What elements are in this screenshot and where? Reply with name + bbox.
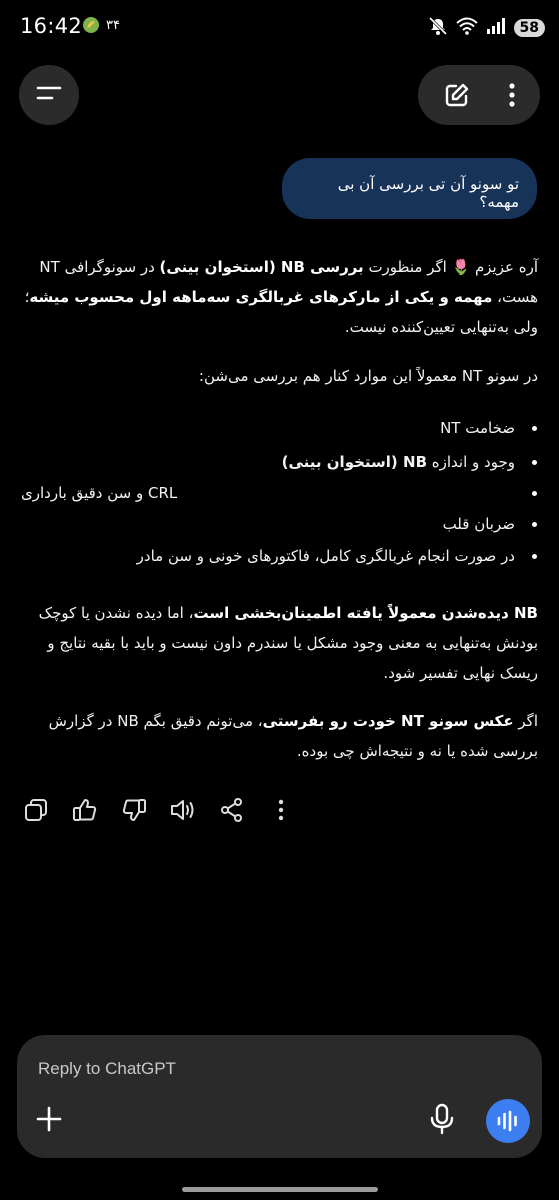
answer-paragraph-2: در سونو NT معمولاً این موارد کنار هم بررسی می‌شن:	[198, 367, 538, 385]
list-item-text: در صورت انجام غربالگری کامل، فاکتورهای خونی و سن مادر	[136, 547, 515, 565]
thumbs-down-icon	[121, 797, 147, 823]
notification-icons	[82, 16, 120, 34]
notification-badge: ۳۴	[106, 17, 120, 33]
status-time: 16:42	[20, 14, 83, 38]
answer-paragraph-3	[22, 598, 538, 688]
answer-text: در سونوگرافی NT هست،	[39, 258, 538, 306]
menu-icon	[36, 83, 62, 107]
plus-icon	[35, 1105, 63, 1133]
list-item	[21, 479, 537, 507]
more-vertical-icon	[277, 798, 285, 822]
share-icon	[219, 797, 245, 823]
list-item-text: و سن دقیق بارداری CRL	[21, 484, 178, 502]
copy-icon	[23, 797, 49, 823]
microphone-icon	[428, 1103, 456, 1135]
answer-text: ، اما دیده نشدن یا کوچک بودنش به‌تنهایی به معنی وجود مشکل یا سندرم داون نیست و باید با بقیه نتایج و ریسک نهایی تفسیر شود.	[38, 604, 538, 682]
edit-icon	[443, 81, 471, 109]
answer-text: ؛ ولی به‌تنهایی تعیین‌کننده نیست.	[24, 288, 538, 336]
dictation-button[interactable]	[428, 1103, 456, 1135]
new-chat-button[interactable]	[443, 81, 471, 109]
voice-mode-button[interactable]	[486, 1099, 530, 1143]
thumbs-down-button[interactable]	[120, 796, 148, 824]
answer-bold: NB دیده‌شدن معمولاً یافته اطمینان‌بخشی است	[193, 604, 538, 622]
answer-bold: مهمه و یکی از مارکرهای غربالگری سه‌ماهه اول محسوب میشه	[29, 288, 493, 306]
answer-text: ، می‌تونم دقیق بگم NB در گزارش بررسی شده یا نه و نتیجه‌اش چی بوده.	[48, 712, 538, 760]
more-vertical-icon	[508, 82, 516, 108]
answer-text: اگر	[513, 712, 538, 730]
list-item-bold: NB (استخوان بینی)	[281, 453, 428, 471]
thumbs-up-button[interactable]	[71, 796, 99, 824]
answer-paragraph-1	[22, 252, 538, 342]
menu-button[interactable]	[19, 65, 79, 125]
composer-input[interactable]: Reply to ChatGPT	[38, 1059, 176, 1078]
header-actions	[418, 65, 540, 125]
thumbs-up-icon	[72, 797, 98, 823]
battery-indicator: 58	[514, 19, 545, 37]
message-more-button[interactable]	[267, 796, 295, 824]
read-aloud-button[interactable]	[169, 796, 197, 824]
wifi-icon	[456, 17, 478, 39]
speaker-icon	[169, 797, 197, 823]
signal-icon	[486, 18, 506, 38]
list-item-text: ضخامت NT	[440, 419, 515, 437]
list-item-text: ضربان قلب	[442, 515, 515, 533]
share-button[interactable]	[218, 796, 246, 824]
answer-paragraph-4	[22, 706, 538, 766]
add-attachment-button[interactable]	[35, 1105, 63, 1133]
more-options-button[interactable]	[508, 82, 516, 108]
status-bar	[0, 0, 559, 56]
message-actions	[22, 796, 295, 824]
copy-button[interactable]	[22, 796, 50, 824]
answer-text: آره عزیزم 🌷 اگر منظورت	[363, 258, 538, 276]
system-icons	[428, 16, 545, 40]
home-indicator[interactable]	[182, 1187, 378, 1192]
message-composer[interactable]	[17, 1035, 542, 1158]
voice-waveform-icon	[496, 1110, 520, 1132]
list-item-text: وجود و اندازه	[427, 453, 515, 471]
app-notification-icon	[82, 16, 100, 34]
user-message-bubble: تو سونو آن تی بررسی آن بی مهمه؟	[282, 158, 537, 219]
answer-bold: بررسی NB (استخوان بینی)	[159, 258, 364, 276]
answer-bold: عکس سونو NT خودت رو بفرستی	[262, 712, 514, 730]
mute-icon	[428, 16, 448, 40]
